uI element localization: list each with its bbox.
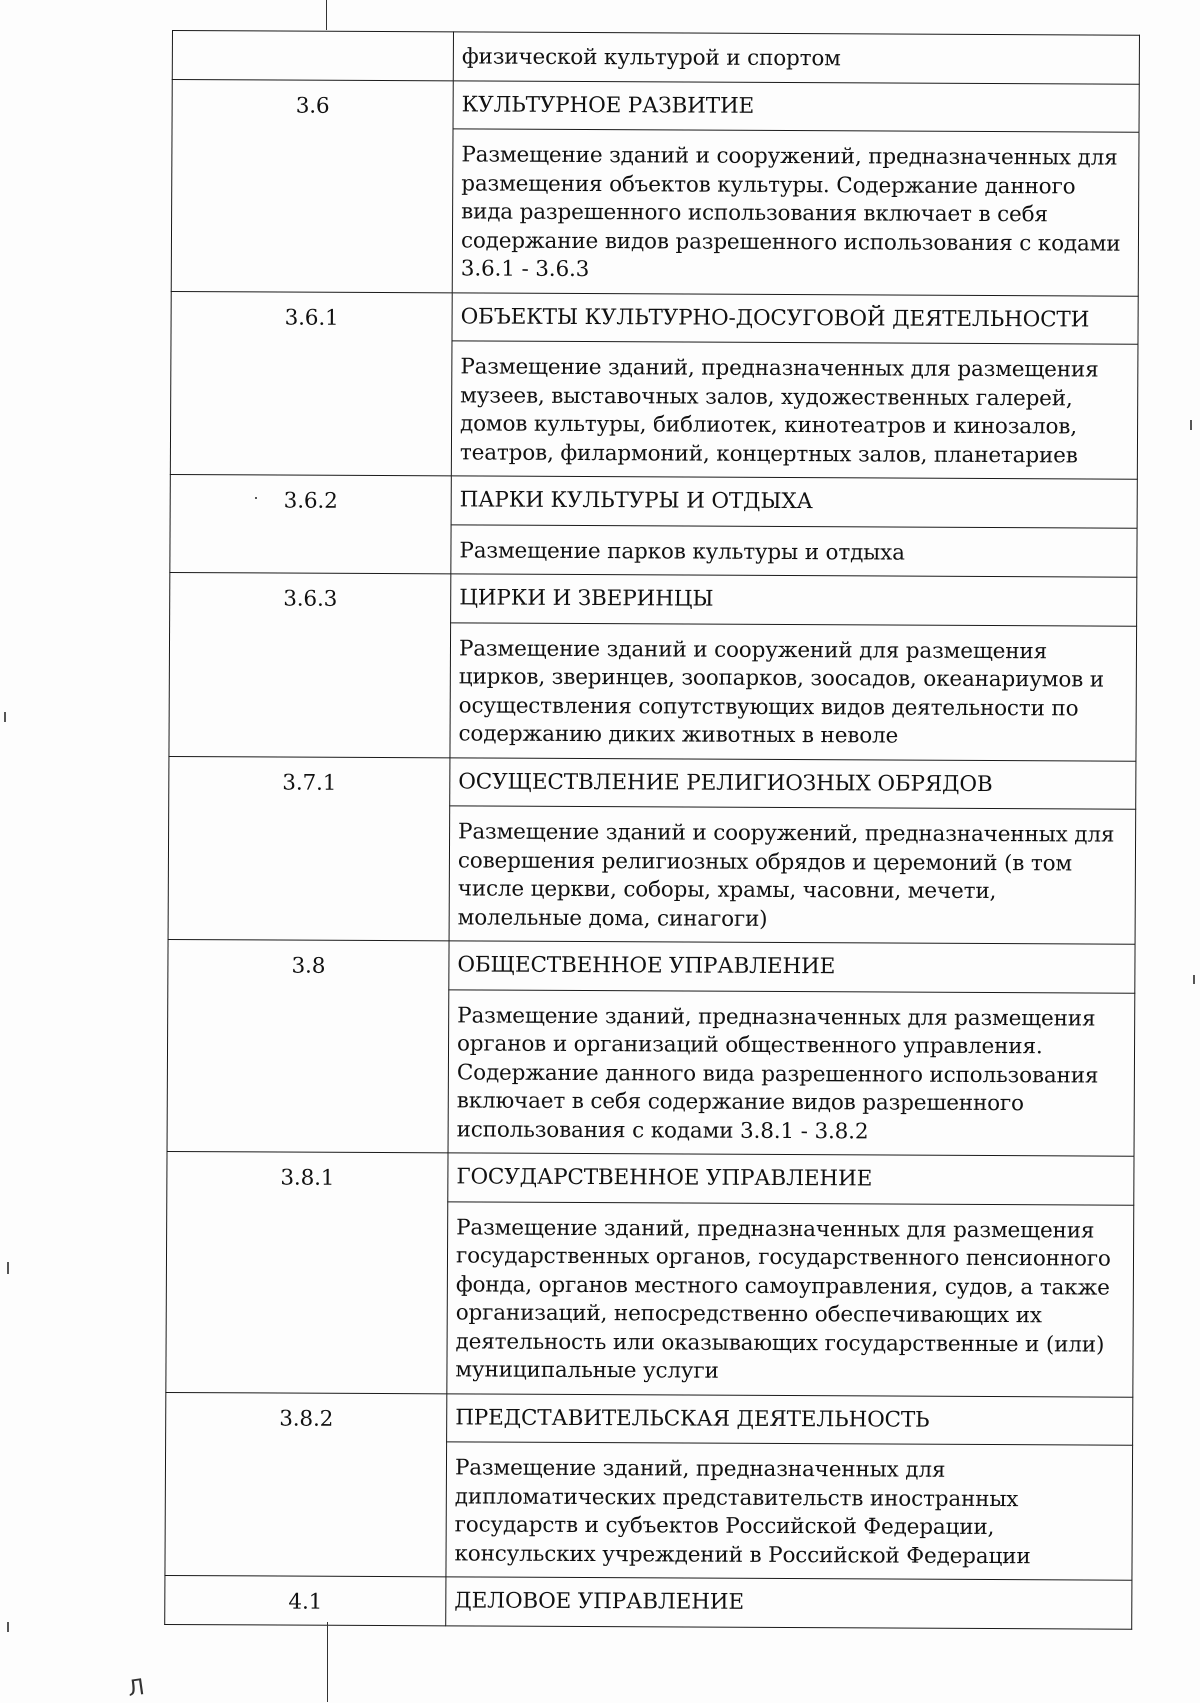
code-cell: 3.8.2: [165, 1392, 447, 1577]
table-row-continued: [172, 31, 1139, 84]
code-cell: 3.6.3: [169, 572, 451, 757]
table-row: [171, 291, 1138, 344]
scan-speck: [7, 1622, 9, 1632]
scan-fold-line-top: [326, 0, 327, 30]
scan-fold-line-bottom: [327, 1622, 328, 1702]
use-title: ОБЩЕСТВЕННОЕ УПРАВЛЕНИЕ: [449, 941, 1135, 993]
use-description: Размещение зданий, предназначенных для дипломатических представительств иностранных государств и субъектов Российской Федерации, консульских учреждений в Российской Федерации: [446, 1442, 1133, 1580]
handwritten-mark: Л: [126, 1674, 147, 1703]
use-description: Размещение зданий и сооружений, предназначенных для размещения объектов культуры. Содержание данного вида разрешенного использования включает в себя содержание видов разрешенного использования с кодами 3.6.1 - 3.6.3: [452, 129, 1139, 296]
scan-speck: [7, 1262, 9, 1274]
table-row: [165, 1575, 1132, 1628]
table-row: [169, 756, 1136, 809]
use-title: КУЛЬТУРНОЕ РАЗВИТИЕ: [453, 80, 1139, 132]
code-cell: 3.8.1: [166, 1151, 448, 1393]
code-cell: 3.7.1: [168, 756, 450, 941]
table-row: [168, 939, 1135, 992]
code-cell: 3.6.1: [170, 291, 452, 476]
use-title: ОБЪЕКТЫ КУЛЬТУРНО-ДОСУГОВОЙ ДЕЯТЕЛЬНОСТИ: [452, 292, 1138, 344]
code-cell: 3.8: [167, 939, 449, 1152]
use-description: Размещение парков культуры и отдыха: [451, 524, 1137, 577]
use-description: Размещение зданий, предназначенных для размещения государственных органов, государственного пенсионного фонда, органов местного самоуправления, судов, а также организаций, непосредственно обеспечивающих их деятельность или оказывающих государственные и (или) муниципальные услуги: [447, 1201, 1134, 1396]
use-description: Размещение зданий и сооружений для размещения цирков, зверинцев, зоопарков, зоосадов, океанариумов и осуществления сопутствующих видов деятельности по содержанию диких животных в неволе: [450, 622, 1137, 760]
description-cell: физической культурой и спортом: [453, 32, 1139, 84]
scan-speck: [255, 497, 257, 499]
table-row: [167, 1151, 1134, 1204]
use-title: ОСУЩЕСТВЛЕНИЕ РЕЛИГИОЗНЫХ ОБРЯДОВ: [450, 757, 1136, 809]
use-title: ЦИРКИ И ЗВЕРИНЦЫ: [451, 574, 1137, 626]
code-cell: 3.6: [171, 79, 453, 292]
use-title: ДЕЛОВОЕ УПРАВЛЕНИЕ: [446, 1577, 1132, 1629]
table-row: [170, 474, 1137, 527]
use-description: Размещение зданий, предназначенных для размещения органов и организаций общественного управления. Содержание данного вида разрешенного использования включает в себя содержание видов разрешенного использования с кодами 3.8.1 - 3.8.2: [448, 989, 1135, 1156]
code-cell: 4.1: [165, 1575, 446, 1625]
table-row: [170, 572, 1137, 625]
use-title: ПРЕДСТАВИТЕЛЬСКАЯ ДЕЯТЕЛЬНОСТЬ: [447, 1393, 1133, 1445]
use-description: Размещение зданий и сооружений, предназначенных для совершения религиозных обрядов и церемоний (в том числе церкви, соборы, храмы, часовни, мечети, молельные дома, синагоги): [449, 806, 1136, 944]
scan-speck: [4, 712, 6, 722]
use-title: ПАРКИ КУЛЬТУРЫ И ОТДЫХА: [451, 476, 1137, 528]
land-use-table: [164, 30, 1140, 1629]
scan-speck: [1193, 975, 1195, 984]
use-title: ГОСУДАРСТВЕННОЕ УПРАВЛЕНИЕ: [448, 1153, 1134, 1205]
code-cell: 3.6.2: [170, 474, 451, 573]
table-row: [166, 1392, 1133, 1445]
scan-speck: [1190, 420, 1192, 430]
code-cell-empty: [172, 31, 453, 81]
use-description: Размещение зданий, предназначенных для размещения музеев, выставочных залов, художественных галерей, домов культуры, библиотек, кинотеатров и кинозалов, театров, филармоний, концертных залов, планетариев: [451, 341, 1138, 479]
table-row: [172, 79, 1139, 132]
